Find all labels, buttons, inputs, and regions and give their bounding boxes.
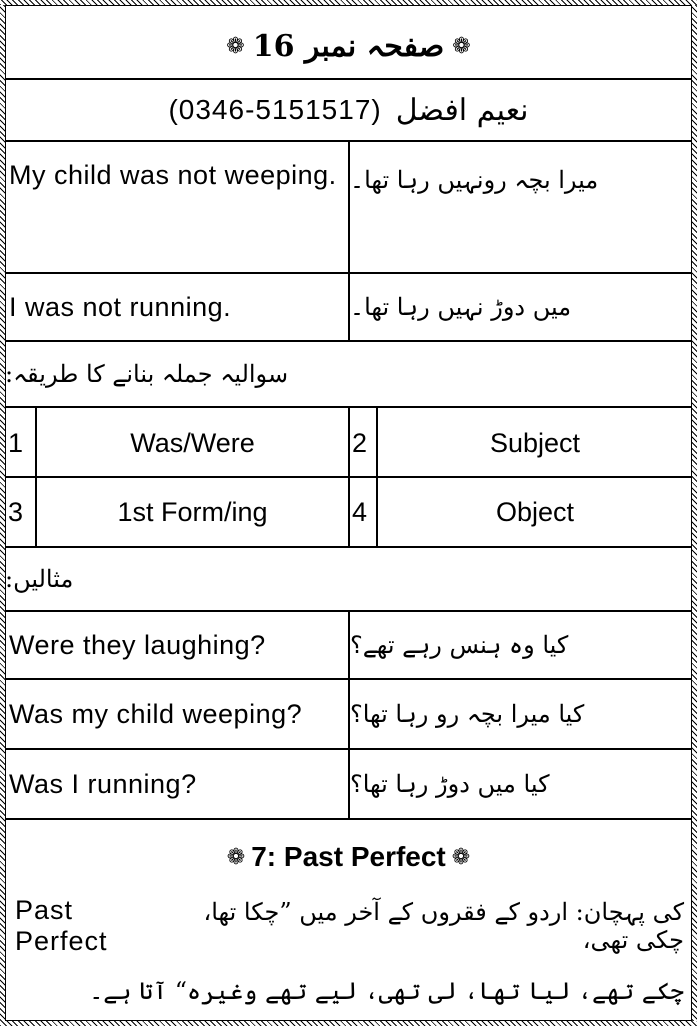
urdu-sentence: کیا میرا بچہ رو رہا تھا؟ <box>350 700 585 728</box>
intro-text: کی پہچان: اردو کے فقروں کے آخر میں ”چکا تھا، چکی تھی، <box>203 898 684 954</box>
english-sentence: My child was not weeping. <box>9 160 337 190</box>
urdu-sentence: کیا وہ ہنس رہے تھے؟ <box>350 631 569 659</box>
ornament-icon: ❁ <box>452 33 471 59</box>
urdu-sentence: میرا بچہ رونہیں رہا تھا۔ <box>350 166 599 194</box>
english-sentence: Was I running? <box>9 769 197 799</box>
page-heading: صفحہ نمبر 16 <box>252 28 445 64</box>
intro-line-2 <box>5 960 692 1022</box>
page-heading-row <box>5 18 692 74</box>
step-label: Object <box>495 496 575 527</box>
ornament-icon: ❁ <box>226 33 245 59</box>
step-label: Subject <box>489 427 581 458</box>
step-label: Was/Were <box>130 427 255 458</box>
english-sentence: I was not running. <box>9 292 232 322</box>
step-number: 3 <box>8 496 24 527</box>
author-row <box>5 80 692 140</box>
border-hatch-right <box>692 0 697 1026</box>
step-number: 4 <box>352 496 368 527</box>
step-number: 2 <box>352 427 368 458</box>
intro-text: چکے تھے، لیا تھا، لی تھی، لیے تھے وغیرہ“ آتا ہے۔ <box>89 977 684 1005</box>
intro-term: Past Perfect <box>15 895 108 956</box>
urdu-sentence: کیا میں دوڑ رہا تھا؟ <box>350 770 550 798</box>
intro-line-1 <box>5 895 692 957</box>
step-label: 1st Form/ing <box>117 496 268 527</box>
examples-heading: مثالیں: <box>5 565 74 593</box>
urdu-sentence: میں دوڑ نہیں رہا تھا۔ <box>350 293 572 321</box>
section-title: 7: Past Perfect <box>251 841 446 872</box>
section-title-row <box>5 822 692 892</box>
divider <box>5 818 692 820</box>
ornament-icon: ❁ <box>451 844 471 870</box>
ornament-icon: ❁ <box>226 844 246 870</box>
author-phone: (0346-5151517) <box>168 94 382 125</box>
english-sentence: Were they laughing? <box>9 630 266 660</box>
method-heading: سوالیہ جملہ بنانے کا طریقہ: <box>5 360 289 388</box>
author-name: نعیم افضل <box>395 92 529 128</box>
step-number: 1 <box>8 427 24 458</box>
english-sentence: Was my child weeping? <box>9 699 303 729</box>
